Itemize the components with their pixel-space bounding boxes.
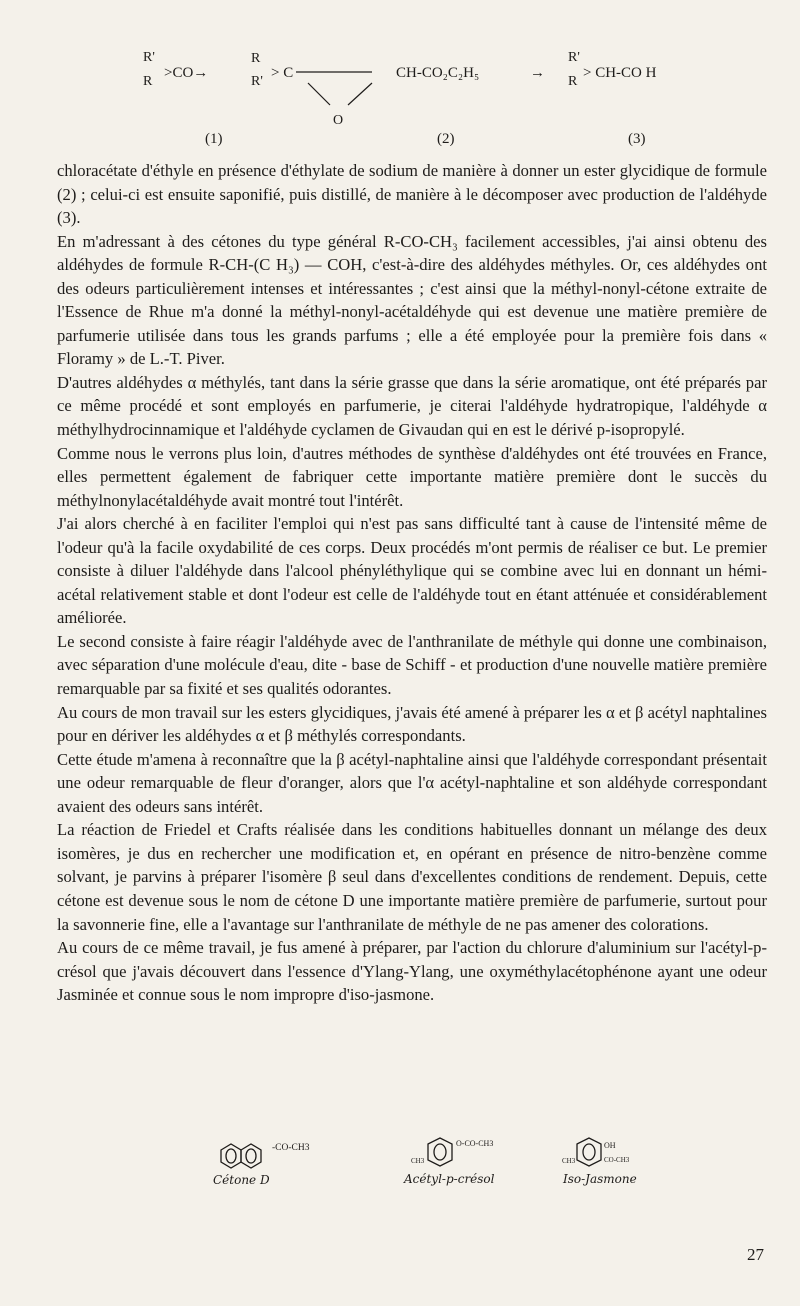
iso-jasmone-hydroxyl: OH <box>604 1141 616 1150</box>
product-group: > CH-CO H <box>583 65 657 81</box>
acetyl-p-cresol-methyl: CH3 <box>411 1157 425 1165</box>
co-arrow: >CO→ <box>164 65 209 81</box>
r-2: R <box>251 51 261 66</box>
r-prime-2: R' <box>251 74 263 89</box>
paragraph: J'ai alors cherché à en faciliter l'emploi qui n'est pas sans difficulté tant à cause de l'intensité même de l'odeur qu'à la facile oxydabilité de ces corps. Deux procédés m'ont permis de réaliser ce but. Le premier consiste à diluer l'aldéhyde dans l'alcool phényléthylique qui se combine avec lui en donnant un hémi-acétal relativement stable et dont l'odeur est celle de l'aldéhyde tout en étant atténuée et considérablement améliorée. <box>57 514 767 628</box>
paragraph: En m'adressant à des cétones du type général R-CO-CH₃ facilement accessibles, j'ai ainsi obtenu des aldéhydes de formule R-CH-(C H₃) — COH, c'est-à-dire des aldéhydes méthyles. Or, ces aldéhydes ont des odeurs particulièrement intenses et intéressantes ; c'est ainsi que la méthyl-nonyl-cétone extraite de l'Essence de Rhue m'a donné la méthyl-nonyl-acétaldéhyde qui est devenue une matière première de parfumerie utilisée dans tous les grands parfums ; elle a été employée pour la première fois dans « Floramy » de L.-T. Piver. <box>57 231 767 369</box>
ester-group: CH-CO₂C₂H₅ <box>396 65 480 81</box>
reaction-scheme <box>0 0 800 150</box>
paragraph: D'autres aldéhydes α méthylés, tant dans la série grasse que dans la série aromatique, ont été préparés par ce même procédé et sont employés en parfumerie, je citerai l'aldéhyde hydratropique, l'aldéhyde α méthylhydrocinnamique et l'aldéhyde cyclamen de Givaudan qui en est le dérivé p-isopropylé. <box>57 372 767 440</box>
r-prime-3: R' <box>568 50 580 65</box>
paragraph: Le second consiste à faire réagir l'aldéhyde avec de l'anthranilate de méthyle qui donne une combinaison, avec séparation d'une molécule d'eau, dite - base de Schiff - et production d'une nouvelle matière première remarquable par sa fixité et ses qualités odorantes. <box>57 631 767 699</box>
label-1: (1) <box>205 131 223 147</box>
cetone-d-substituent: -CO-CH3 <box>272 1143 310 1153</box>
iso-jasmone-methyl: CH3 <box>562 1157 576 1165</box>
epoxide-bond-left <box>308 83 330 105</box>
epoxide-oxygen: O <box>333 113 344 128</box>
paragraph: Comme nous le verrons plus loin, d'autres méthodes de synthèse d'aldéhydes ont été trouvées en France, elles permettent également de fabriquer cette importante matière première dont le succès du méthylnonylacétaldéhyde avait montré tout l'intérêt. <box>57 443 767 510</box>
cetone-d-caption: Cétone D <box>213 1173 270 1187</box>
acetyl-p-cresol-caption: Acétyl-p-crésol <box>404 1172 495 1186</box>
r-3: R <box>568 74 578 89</box>
iso-jasmone-structure <box>577 1138 601 1166</box>
paragraph: Au cours de mon travail sur les esters glycidiques, j'avais été amené à préparer les α et β acétyl naphtalines pour en dériver les aldéhydes α et β méthylés correspondants. <box>57 702 767 746</box>
paragraph: Cette étude m'amena à reconnaître que la β acétyl-naphtaline ainsi que l'aldéhyde correspondant présentait une odeur remarquable de fleur d'oranger, alors que l'α acétyl-naphtaline et son aldéhyde correspondant avaient des odeurs sans intérêt. <box>57 749 767 816</box>
r-prime-1: R' <box>143 50 155 65</box>
body-text <box>57 159 767 1007</box>
r-1: R <box>143 74 153 89</box>
page-number: 27 <box>747 1245 764 1264</box>
paragraph: La réaction de Friedel et Crafts réalisée dans les conditions habituelles donnant un mélange des deux isomères, je dus en rechercher une modification et, en opérant en présence de nitro-benzène comme solvant, je parvins à préparer l'isomère β seul dans d'excellentes conditions de rendement. Depuis, cette cétone est devenue sous le nom de cétone D une importante matière première de parfumerie, surtout pour la savonnerie fine, elle a l'avantage sur l'anthranilate de méthyle de ne pas amener des colorations. <box>57 820 767 934</box>
acetyl-p-cresol-structure <box>428 1138 452 1166</box>
acetyl-p-cresol-substituent: O-CO-CH3 <box>456 1139 494 1148</box>
c-group: > C <box>271 65 294 81</box>
iso-jasmone-caption: Iso-Jasmone <box>563 1172 637 1186</box>
epoxide-bond-right <box>348 83 372 105</box>
reaction-arrow: → <box>530 65 545 81</box>
label-2: (2) <box>437 131 455 147</box>
iso-jasmone-acetyl: CO-CH3 <box>604 1156 630 1164</box>
paragraph: Au cours de ce même travail, je fus amené à préparer, par l'action du chlorure d'aluminium sur l'acétyl-p-crésol que j'avais découvert dans l'essence d'Ylang-Ylang, une oxyméthylacétophénone ayant une odeur Jasminée et connue sous le nom impropre d'iso-jasmone. <box>57 938 767 1005</box>
chemical-structures <box>0 1128 800 1188</box>
label-3: (3) <box>628 131 646 147</box>
paragraph: chloracétate d'éthyle en présence d'éthylate de sodium de manière à donner un ester glycidique de formule (2) ; celui-ci est ensuite saponifié, puis distillé, de manière à le décomposer avec production de l'aldéhyde (3). <box>57 161 767 228</box>
cetone-d-structure <box>221 1144 261 1168</box>
